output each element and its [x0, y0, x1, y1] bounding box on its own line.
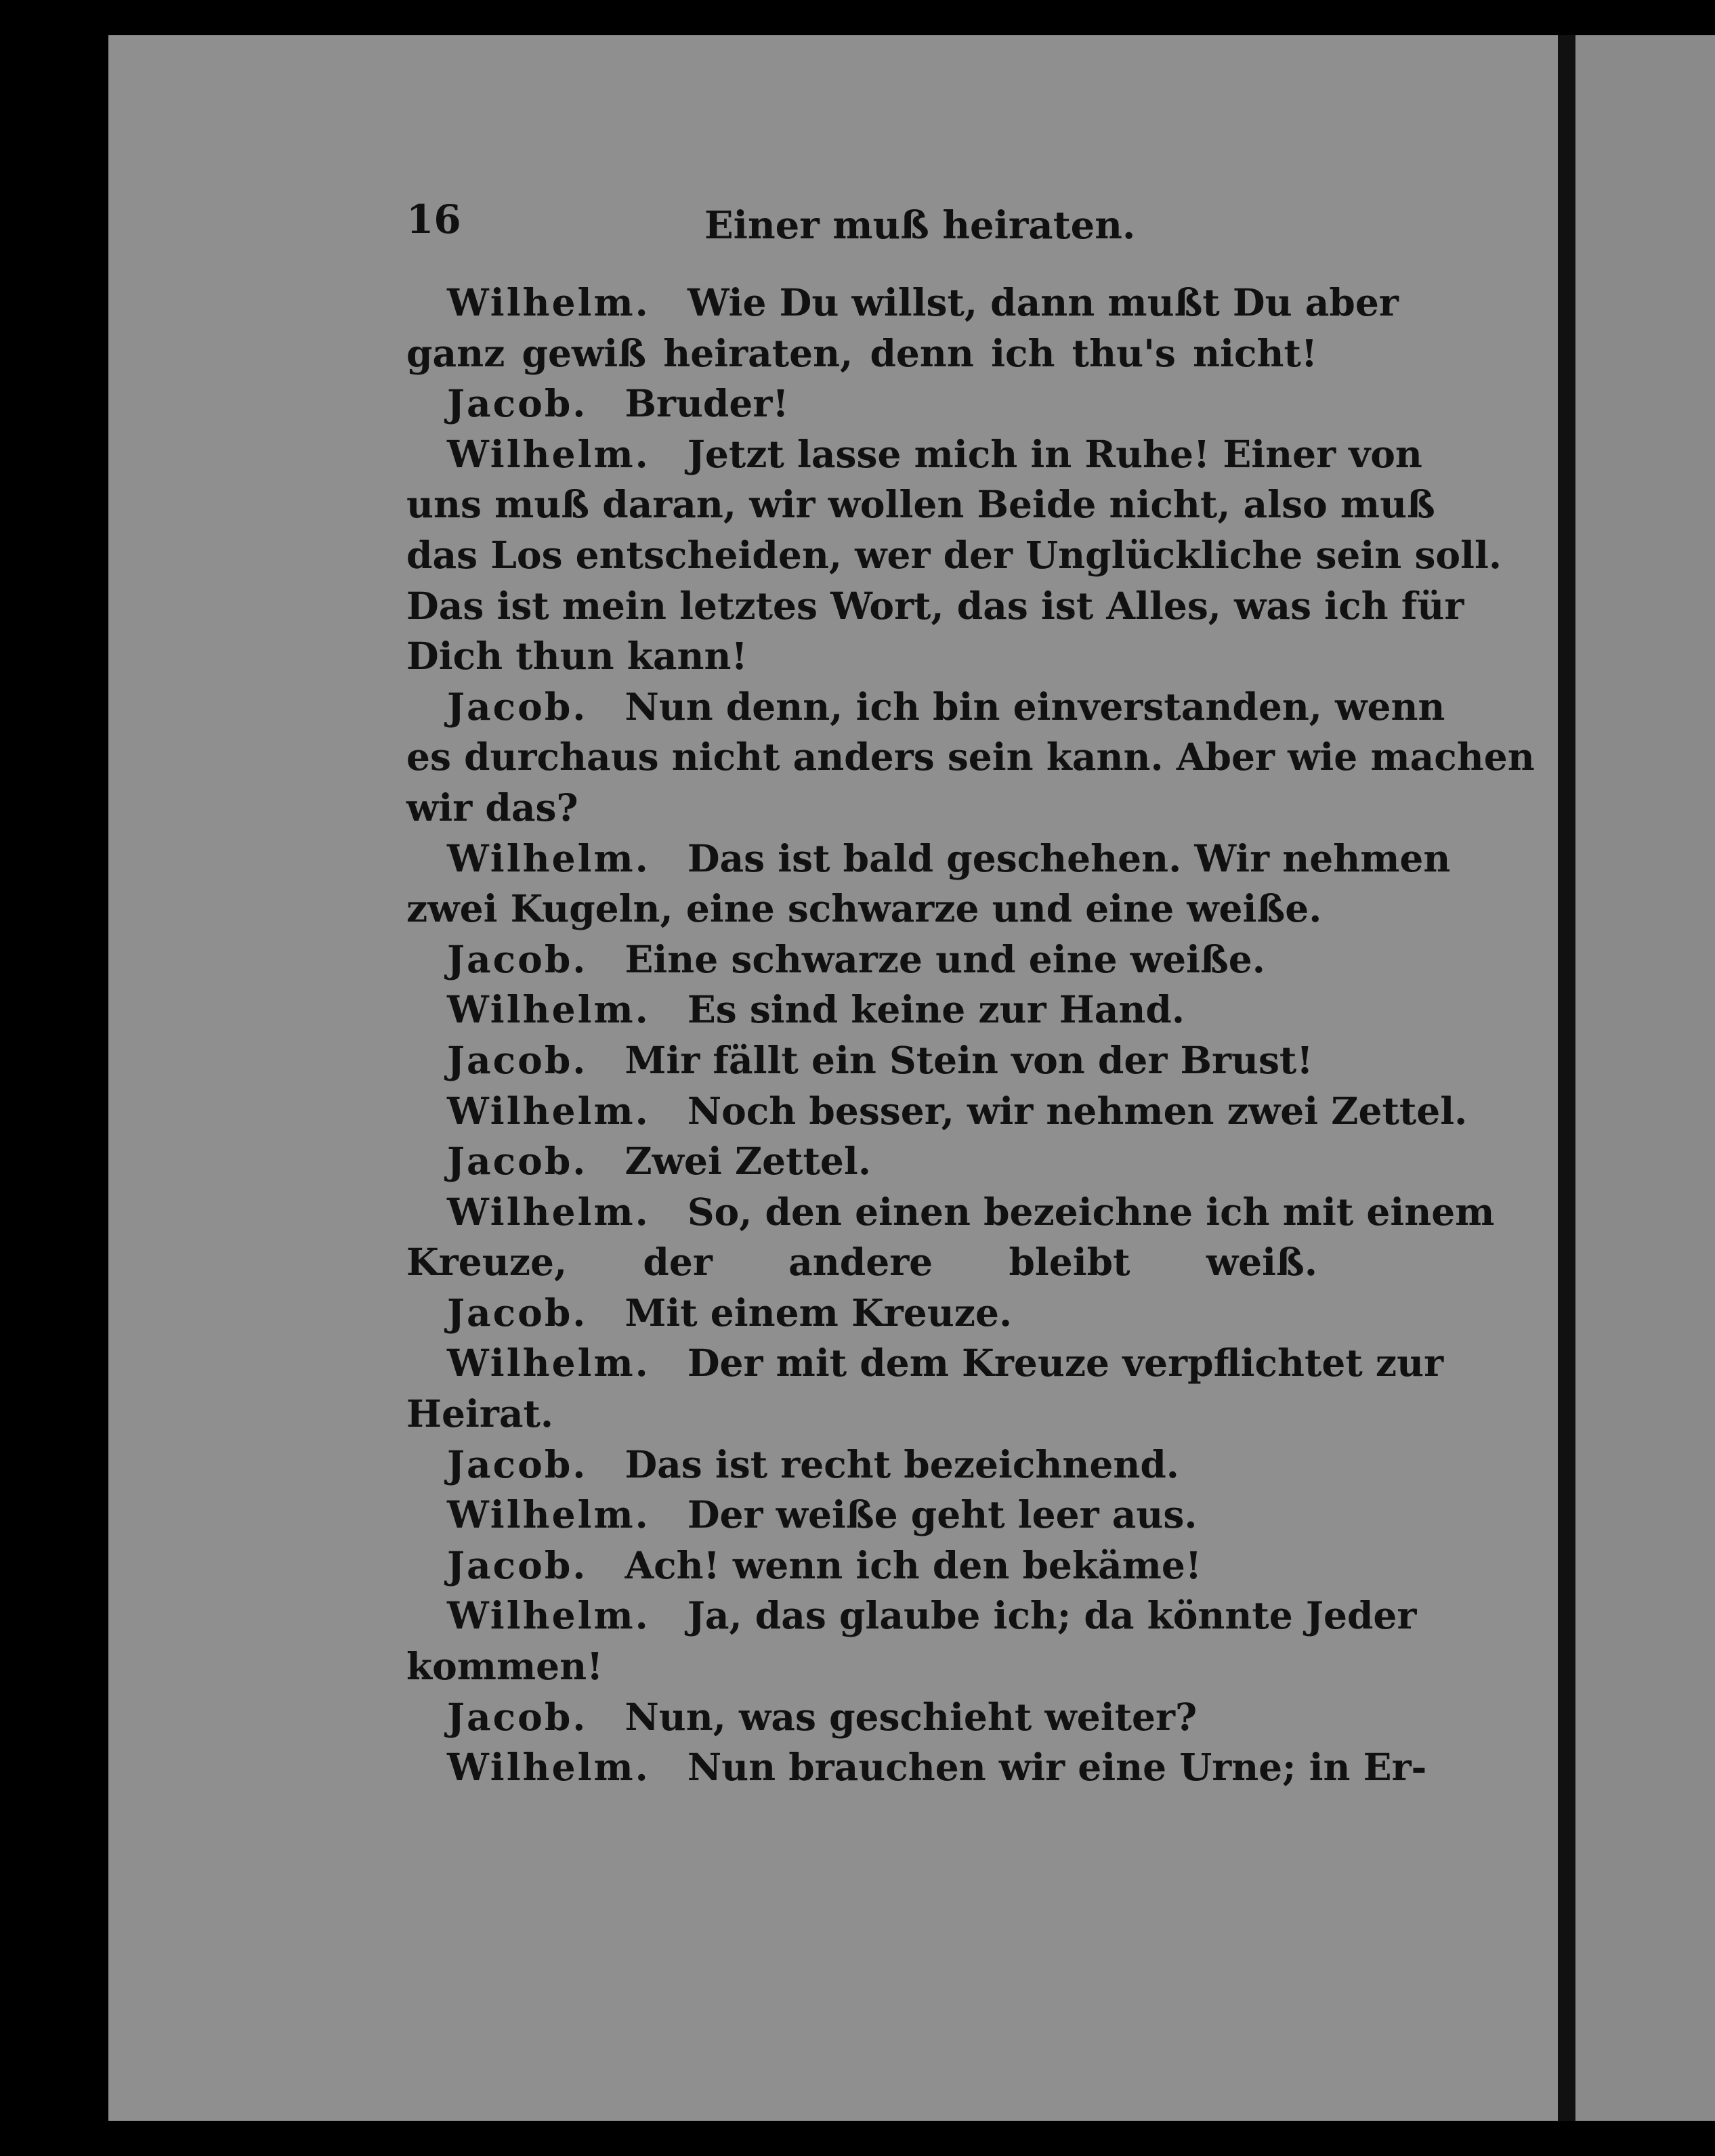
speech-line	[406, 1742, 1427, 1793]
speaker-name: Wilhelm.	[447, 1189, 650, 1234]
line-text: Bruder!	[624, 381, 789, 426]
line-text: Ach! wenn ich den bekäme!	[624, 1543, 1202, 1587]
speaker-name: Jacob.	[447, 1139, 588, 1184]
continuation-line	[406, 1389, 1317, 1440]
speaker-name: Jacob.	[447, 936, 588, 981]
speech-line	[406, 1338, 1444, 1389]
speaker-name: Jacob.	[447, 1037, 588, 1082]
speech-line	[406, 1490, 1317, 1540]
continuation-line	[406, 732, 1535, 783]
line-text: Der weiße geht leer aus.	[687, 1492, 1198, 1537]
speaker-name: Wilhelm.	[447, 280, 650, 324]
speech-line	[406, 1136, 1317, 1187]
speaker-name: Wilhelm.	[447, 1593, 650, 1638]
speaker-name: Wilhelm.	[447, 836, 650, 880]
speech-line	[406, 1288, 1317, 1339]
speech-line	[406, 278, 1399, 328]
continuation-line	[406, 783, 1317, 834]
speaker-name: Wilhelm.	[447, 1745, 650, 1790]
speech-line	[406, 1440, 1317, 1490]
page-number: 16	[406, 196, 461, 242]
continuation-line	[406, 530, 1502, 581]
speaker-name: Wilhelm.	[447, 1341, 650, 1385]
dialogue-text	[406, 278, 1535, 1793]
line-text: kommen!	[406, 1644, 604, 1689]
line-text: Das ist bald geschehen. Wir nehmen	[687, 836, 1451, 880]
continuation-line	[406, 631, 1317, 682]
continuation-line	[406, 884, 1322, 934]
line-text: Mir fällt ein Stein von der Brust!	[624, 1037, 1313, 1082]
speech-line	[406, 1540, 1317, 1591]
speaker-name: Jacob.	[447, 1442, 588, 1486]
speaker-name: Jacob.	[447, 684, 588, 729]
speaker-name: Wilhelm.	[447, 1088, 650, 1133]
line-text: Noch besser, wir nehmen zwei Zettel.	[687, 1088, 1468, 1133]
speech-line	[406, 1187, 1495, 1238]
line-text: Das ist mein letztes Wort, das ist Alles, was ich für	[406, 583, 1464, 628]
line-text: Heirat.	[406, 1392, 554, 1436]
line-text: So, den einen bezeichne ich mit einem	[687, 1189, 1495, 1234]
line-text: uns muß daran, wir wollen Beide nicht, also muß	[406, 482, 1435, 527]
continuation-line	[406, 1237, 1317, 1288]
speaker-name: Wilhelm.	[447, 431, 650, 476]
speech-line	[406, 379, 1317, 429]
line-text: ganz gewiß heiraten, denn ich thu's nicht!	[406, 330, 1317, 375]
line-text: Ja, das glaube ich; da könnte Jeder	[687, 1593, 1417, 1638]
page-header	[298, 183, 1314, 257]
running-title: Einer muß heiraten.	[704, 203, 1136, 248]
facing-page-edge	[1575, 35, 1715, 2121]
line-text: Das ist recht bezeichnend.	[624, 1442, 1179, 1486]
speech-line	[406, 1692, 1317, 1743]
book-spine	[1558, 35, 1575, 2121]
speech-line	[406, 1086, 1468, 1137]
speaker-name: Jacob.	[447, 1290, 588, 1335]
line-text: Es sind keine zur Hand.	[687, 987, 1185, 1032]
speech-line	[406, 1035, 1317, 1086]
line-text: Kreuze, der andere bleibt weiß.	[406, 1240, 1317, 1285]
line-text: es durchaus nicht anders sein kann. Aber wie machen	[406, 735, 1535, 779]
continuation-line	[406, 1641, 1317, 1692]
line-text: Nun, was geschieht weiter?	[624, 1694, 1198, 1739]
line-text: wir das?	[406, 785, 578, 829]
line-text: Dich thun kann!	[406, 634, 748, 678]
speech-line	[406, 1591, 1417, 1641]
continuation-line	[406, 581, 1464, 632]
line-text: Mit einem Kreuze.	[624, 1290, 1013, 1335]
line-text: Jetzt lasse mich in Ruhe! Einer von	[687, 431, 1422, 476]
line-text: Wie Du willst, dann mußt Du aber	[687, 280, 1399, 324]
line-text: das Los entscheiden, wer der Unglückliche sein soll.	[406, 532, 1502, 577]
line-text: Nun denn, ich bin einverstanden, wenn	[624, 684, 1445, 729]
line-text: Zwei Zettel.	[624, 1139, 871, 1184]
speech-line	[406, 429, 1422, 480]
line-text: Nun brauchen wir eine Urne; in Er-	[687, 1745, 1427, 1790]
speech-line	[406, 934, 1317, 985]
speech-line	[406, 834, 1451, 884]
continuation-line	[406, 328, 1317, 379]
line-text: Der mit dem Kreuze verpflichtet zur	[687, 1341, 1444, 1385]
line-text: Eine schwarze und eine weiße.	[624, 936, 1265, 981]
continuation-line	[406, 479, 1435, 530]
speech-line	[406, 682, 1445, 733]
line-text: zwei Kugeln, eine schwarze und eine weiße.	[406, 886, 1322, 931]
speech-line	[406, 985, 1317, 1035]
speaker-name: Wilhelm.	[447, 987, 650, 1032]
speaker-name: Jacob.	[447, 1543, 588, 1587]
speaker-name: Jacob.	[447, 1694, 588, 1739]
speaker-name: Wilhelm.	[447, 1492, 650, 1537]
speaker-name: Jacob.	[447, 381, 588, 426]
